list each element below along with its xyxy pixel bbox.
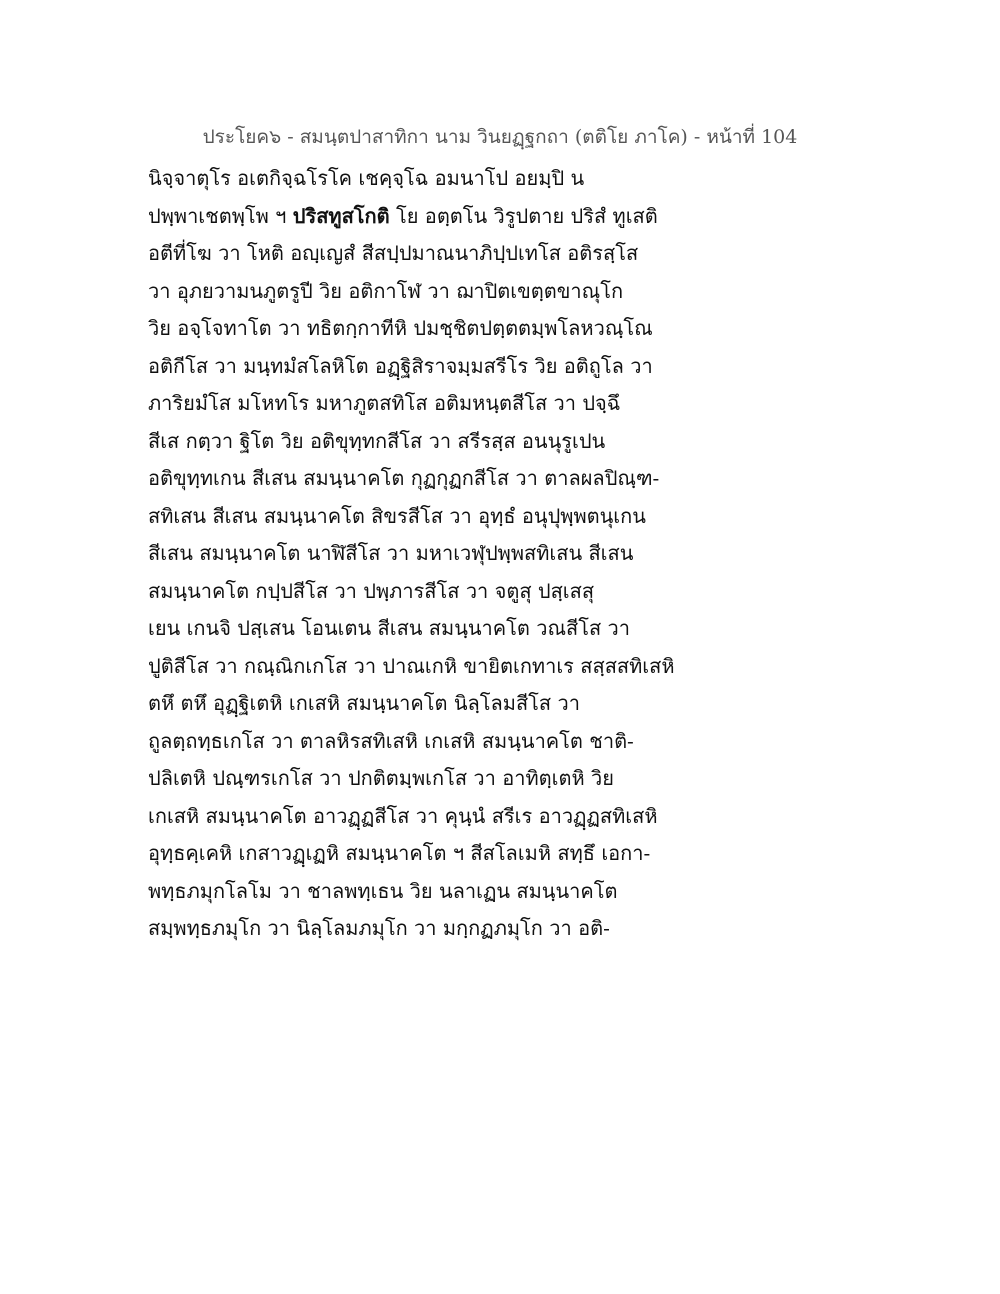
- text-line-2-post: โย อตฺตโน วิรูปตาย ปริสํ ทูเสติ: [389, 203, 658, 228]
- text-line-1: นิจฺจาตุโร อเตกิจฺฉโรโค เชคฺจฺโฉ อมนาโป อยมฺปิ น: [148, 166, 585, 190]
- text-line-20: พทฺธภมุกโลโม วา ชาลพทฺเธน วิย นลาเฏน สมนฺนาคโต: [148, 878, 618, 903]
- text-line-17: ปลิเตหิ ปณฺฑรเกโส วา ปกติตมฺพเกโส วา อาทิตฺเตหิ วิย: [148, 766, 614, 790]
- text-line-9: อติขุทฺทเกน สีเสน สมนฺนาคโต กุฏกุฏกสีโส วา ตาลผลปิณฺฑ-: [148, 466, 660, 490]
- text-line-2-pre: ปพฺพาเชตพฺโพ ฯ: [148, 203, 293, 228]
- text-line-18: เกเสหิ สมนฺนาคโต อาวฏฺฏสีโส วา คุนฺนํ สรีเร อาวฏฺฏสทิเสหิ: [148, 803, 658, 828]
- text-line-3: อตีที่โฆ วา โหติ อญฺเญสํ สีสปฺปมาณนาภิปฺปเทโส อติรสฺโส: [148, 241, 639, 265]
- text-line-21: สมฺพทฺธภมุโก วา นิลฺโลมภมุโก วา มกฺกฏภมุโก วา อติ-: [148, 916, 610, 940]
- text-line-15: ตหึ ตหึ อุฏฺฐิเตหิ เกเสหิ สมนฺนาคโต นิลฺโลมสีโส วา: [148, 691, 580, 715]
- text-line-4: วา อุภยวามนภูตรูปี วิย อติกาโฬ วา ฌาปิตเขตฺตขาณุโก: [148, 278, 624, 303]
- text-line-12: สมนฺนาคโต กปฺปสีโส วา ปพฺภารสีโส วา จตูสุ ปสฺเสสุ: [148, 578, 595, 603]
- text-line-10: สทิเสน สีเสน สมนฺนาคโต สิขรสีโส วา อุทฺธํ อนุปุพฺพตนุเกน: [148, 503, 646, 528]
- text-line-7: ภาริยมํโส มโหทโร มหาภูตสทิโส อติมหนฺตสีโส วา ปจฺฉึ: [148, 391, 621, 415]
- text-line-11: สีเสน สมนฺนาคโต นาฬิสีโส วา มหาเวฬุปพฺพสทิเสน สีเสน: [148, 541, 634, 565]
- text-line-6: อติกีโส วา มนฺทมํสโลหิโต อฏฺฐิสิราจมฺมสรีโร วิย อติถูโล วา: [148, 353, 653, 378]
- page-body: [148, 160, 688, 948]
- bold-term-parisadusaka: ปริสทูสโกติ: [292, 203, 390, 228]
- text-line-13: เยน เกนจิ ปสฺเสน โอนเตน สีเสน สมนฺนาคโต วณสีโส วา: [148, 616, 631, 640]
- page-header: [0, 122, 1000, 152]
- text-line-16: ถูลตฺถทฺธเกโส วา ตาลหิรสทิเสหิ เกเสหิ สมนฺนาคโต ชาติ-: [148, 728, 634, 753]
- text-line-5: วิย อจฺโจทาโต วา ทธิตกฺกาทีหิ ปมชฺชิตปตฺตตมฺพโลหวณฺโณ: [148, 316, 653, 340]
- text-line-2: [148, 198, 688, 236]
- text-line-14: ปูติสีโส วา กณฺณิกเกโส วา ปาณเกหิ ขายิตเกทาเร สสฺสสทิเสหิ: [148, 653, 675, 678]
- text-line-19: อุทฺธคฺเคหิ เกสาวฏฺเฏหิ สมนฺนาคโต ฯ สีสโลเมหิ สทฺธึ เอกา-: [148, 841, 651, 865]
- page-header-title: ประโยค๖ - สมนฺตปาสาทิกา นาม วินยฏฺฐกถา (ตติโย ภาโค) - หน้าที่ 104: [202, 126, 798, 148]
- text-line-8: สีเส กตฺวา ฐิโต วิย อติขุทฺทกสีโส วา สรีรสฺส อนนุรูเปน: [148, 428, 606, 453]
